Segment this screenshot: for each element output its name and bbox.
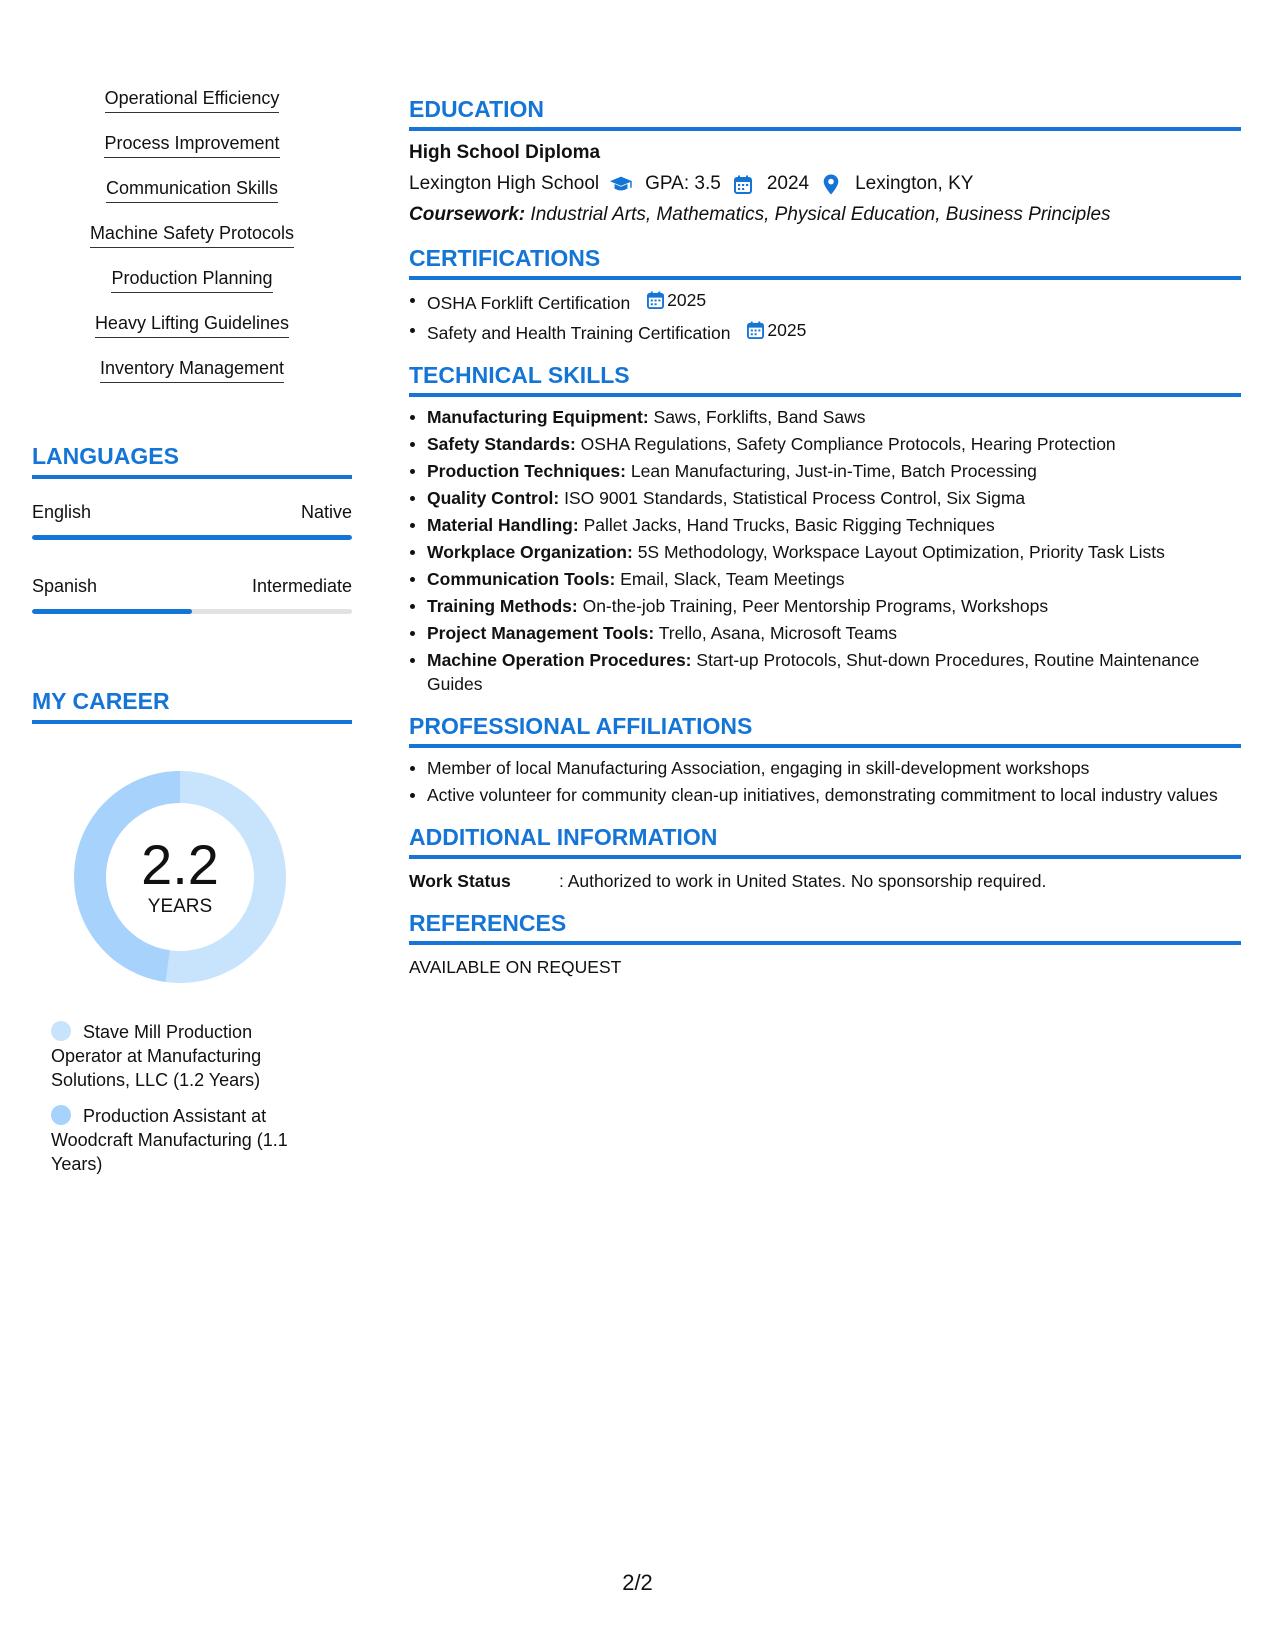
affiliation-item: Member of local Manufacturing Association, engaging in skill-development workshops: [409, 756, 1241, 780]
skill-tag: Operational Efficiency: [32, 86, 352, 131]
legend-dot-icon: [51, 1021, 71, 1041]
skill-tags: [32, 86, 352, 401]
technical-skill-item: Quality Control: ISO 9001 Standards, Statistical Process Control, Six Sigma: [409, 486, 1241, 510]
language-name: Spanish: [32, 576, 98, 596]
calendar-icon: [731, 173, 755, 195]
language-item: [32, 500, 352, 540]
language-level: Intermediate: [251, 576, 352, 596]
skill-tag: Communication Skills: [32, 176, 352, 221]
references-heading: REFERENCES: [409, 909, 1241, 945]
legend-item: Production Assistant at Woodcraft Manufacturing (1.1 Years): [51, 1106, 288, 1174]
education-year: 2024: [766, 173, 810, 194]
career-heading: MY CAREER: [32, 686, 352, 724]
graduation-cap-icon: [609, 173, 633, 195]
career-total-value: 2.2: [141, 833, 219, 896]
references-section: [409, 909, 1241, 979]
language-proficiency-bar: [32, 609, 352, 614]
language-name: English: [32, 502, 92, 522]
references-text: AVAILABLE ON REQUEST: [409, 957, 622, 977]
calendar-icon: [647, 291, 664, 309]
technical-skill-item: Manufacturing Equipment: Saws, Forklifts, Band Saws: [409, 405, 1241, 429]
education-section: [409, 95, 1241, 228]
work-status-label: Work Status: [409, 871, 511, 891]
education-details: [409, 171, 1241, 197]
technical-skill-item: Machine Operation Procedures: Start-up Protocols, Shut-down Procedures, Routine Maintenance Guides: [409, 648, 1241, 696]
technical-skill-item: Production Techniques: Lean Manufacturing, Just-in-Time, Batch Processing: [409, 459, 1241, 483]
left-column: [32, 86, 352, 1188]
certifications-list: [409, 288, 1241, 345]
certification-item: Safety and Health Training Certification 2025: [409, 318, 1241, 345]
certifications-section: [409, 244, 1241, 345]
skill-tag: Machine Safety Protocols: [32, 221, 352, 266]
additional-info-section: [409, 823, 1241, 893]
language-proficiency-fill: [32, 609, 192, 614]
education-degree: High School Diploma: [409, 142, 601, 163]
education-gpa: GPA: 3.5: [645, 173, 721, 194]
legend-item: Stave Mill Production Operator at Manufacturing Solutions, LLC (1.2 Years): [51, 1022, 262, 1090]
certifications-heading: CERTIFICATIONS: [409, 244, 1241, 280]
skill-tag: Inventory Management: [32, 356, 352, 401]
technical-skill-item: Project Management Tools: Trello, Asana, Microsoft Teams: [409, 621, 1241, 645]
certification-year: 2025: [667, 290, 707, 310]
education-heading: EDUCATION: [409, 95, 1241, 131]
technical-skill-item: Material Handling: Pallet Jacks, Hand Trucks, Basic Rigging Techniques: [409, 513, 1241, 537]
technical-skill-item: Workplace Organization: 5S Methodology, Workspace Layout Optimization, Priority Task Lists: [409, 540, 1241, 564]
affiliations-heading: PROFESSIONAL AFFILIATIONS: [409, 712, 1241, 748]
career-legend: [51, 1020, 321, 1176]
education-school: Lexington High School: [409, 173, 600, 194]
certification-year: 2025: [767, 320, 807, 340]
education-location: Lexington, KY: [855, 173, 974, 194]
language-proficiency-fill: [32, 535, 352, 540]
skill-tag: Production Planning: [32, 266, 352, 311]
legend-dot-icon: [51, 1105, 71, 1125]
right-column: [409, 95, 1241, 995]
career-total-unit: YEARS: [147, 896, 213, 917]
language-item: [32, 574, 352, 614]
skill-tag: Heavy Lifting Guidelines: [32, 311, 352, 356]
affiliations-list: [409, 756, 1241, 807]
language-proficiency-bar: [32, 535, 352, 540]
technical-skill-item: Safety Standards: OSHA Regulations, Safety Compliance Protocols, Hearing Protection: [409, 432, 1241, 456]
technical-skills-list: [409, 405, 1241, 696]
education-coursework: [409, 202, 1241, 228]
additional-info-heading: ADDITIONAL INFORMATION: [409, 823, 1241, 859]
location-pin-icon: [819, 173, 843, 195]
technical-skills-section: [409, 361, 1241, 696]
work-status-value: : Authorized to work in United States. No sponsorship required.: [559, 871, 1047, 891]
calendar-icon: [747, 321, 764, 339]
affiliation-item: Active volunteer for community clean-up initiatives, demonstrating commitment to local industry values: [409, 783, 1241, 807]
page-number: 2/2: [622, 1570, 653, 1595]
coursework-value: Industrial Arts, Mathematics, Physical Education, Business Principles: [530, 204, 1111, 225]
career-donut-chart: [67, 764, 293, 990]
affiliations-section: [409, 712, 1241, 807]
technical-skill-item: Communication Tools: Email, Slack, Team Meetings: [409, 567, 1241, 591]
skill-tag: Process Improvement: [32, 131, 352, 176]
certification-item: OSHA Forklift Certification 2025: [409, 288, 1241, 315]
languages-heading: LANGUAGES: [32, 441, 352, 479]
technical-skills-heading: TECHNICAL SKILLS: [409, 361, 1241, 397]
coursework-label: Coursework:: [409, 204, 526, 225]
technical-skill-item: Training Methods: On-the-job Training, Peer Mentorship Programs, Workshops: [409, 594, 1241, 618]
language-level: Native: [300, 502, 352, 522]
